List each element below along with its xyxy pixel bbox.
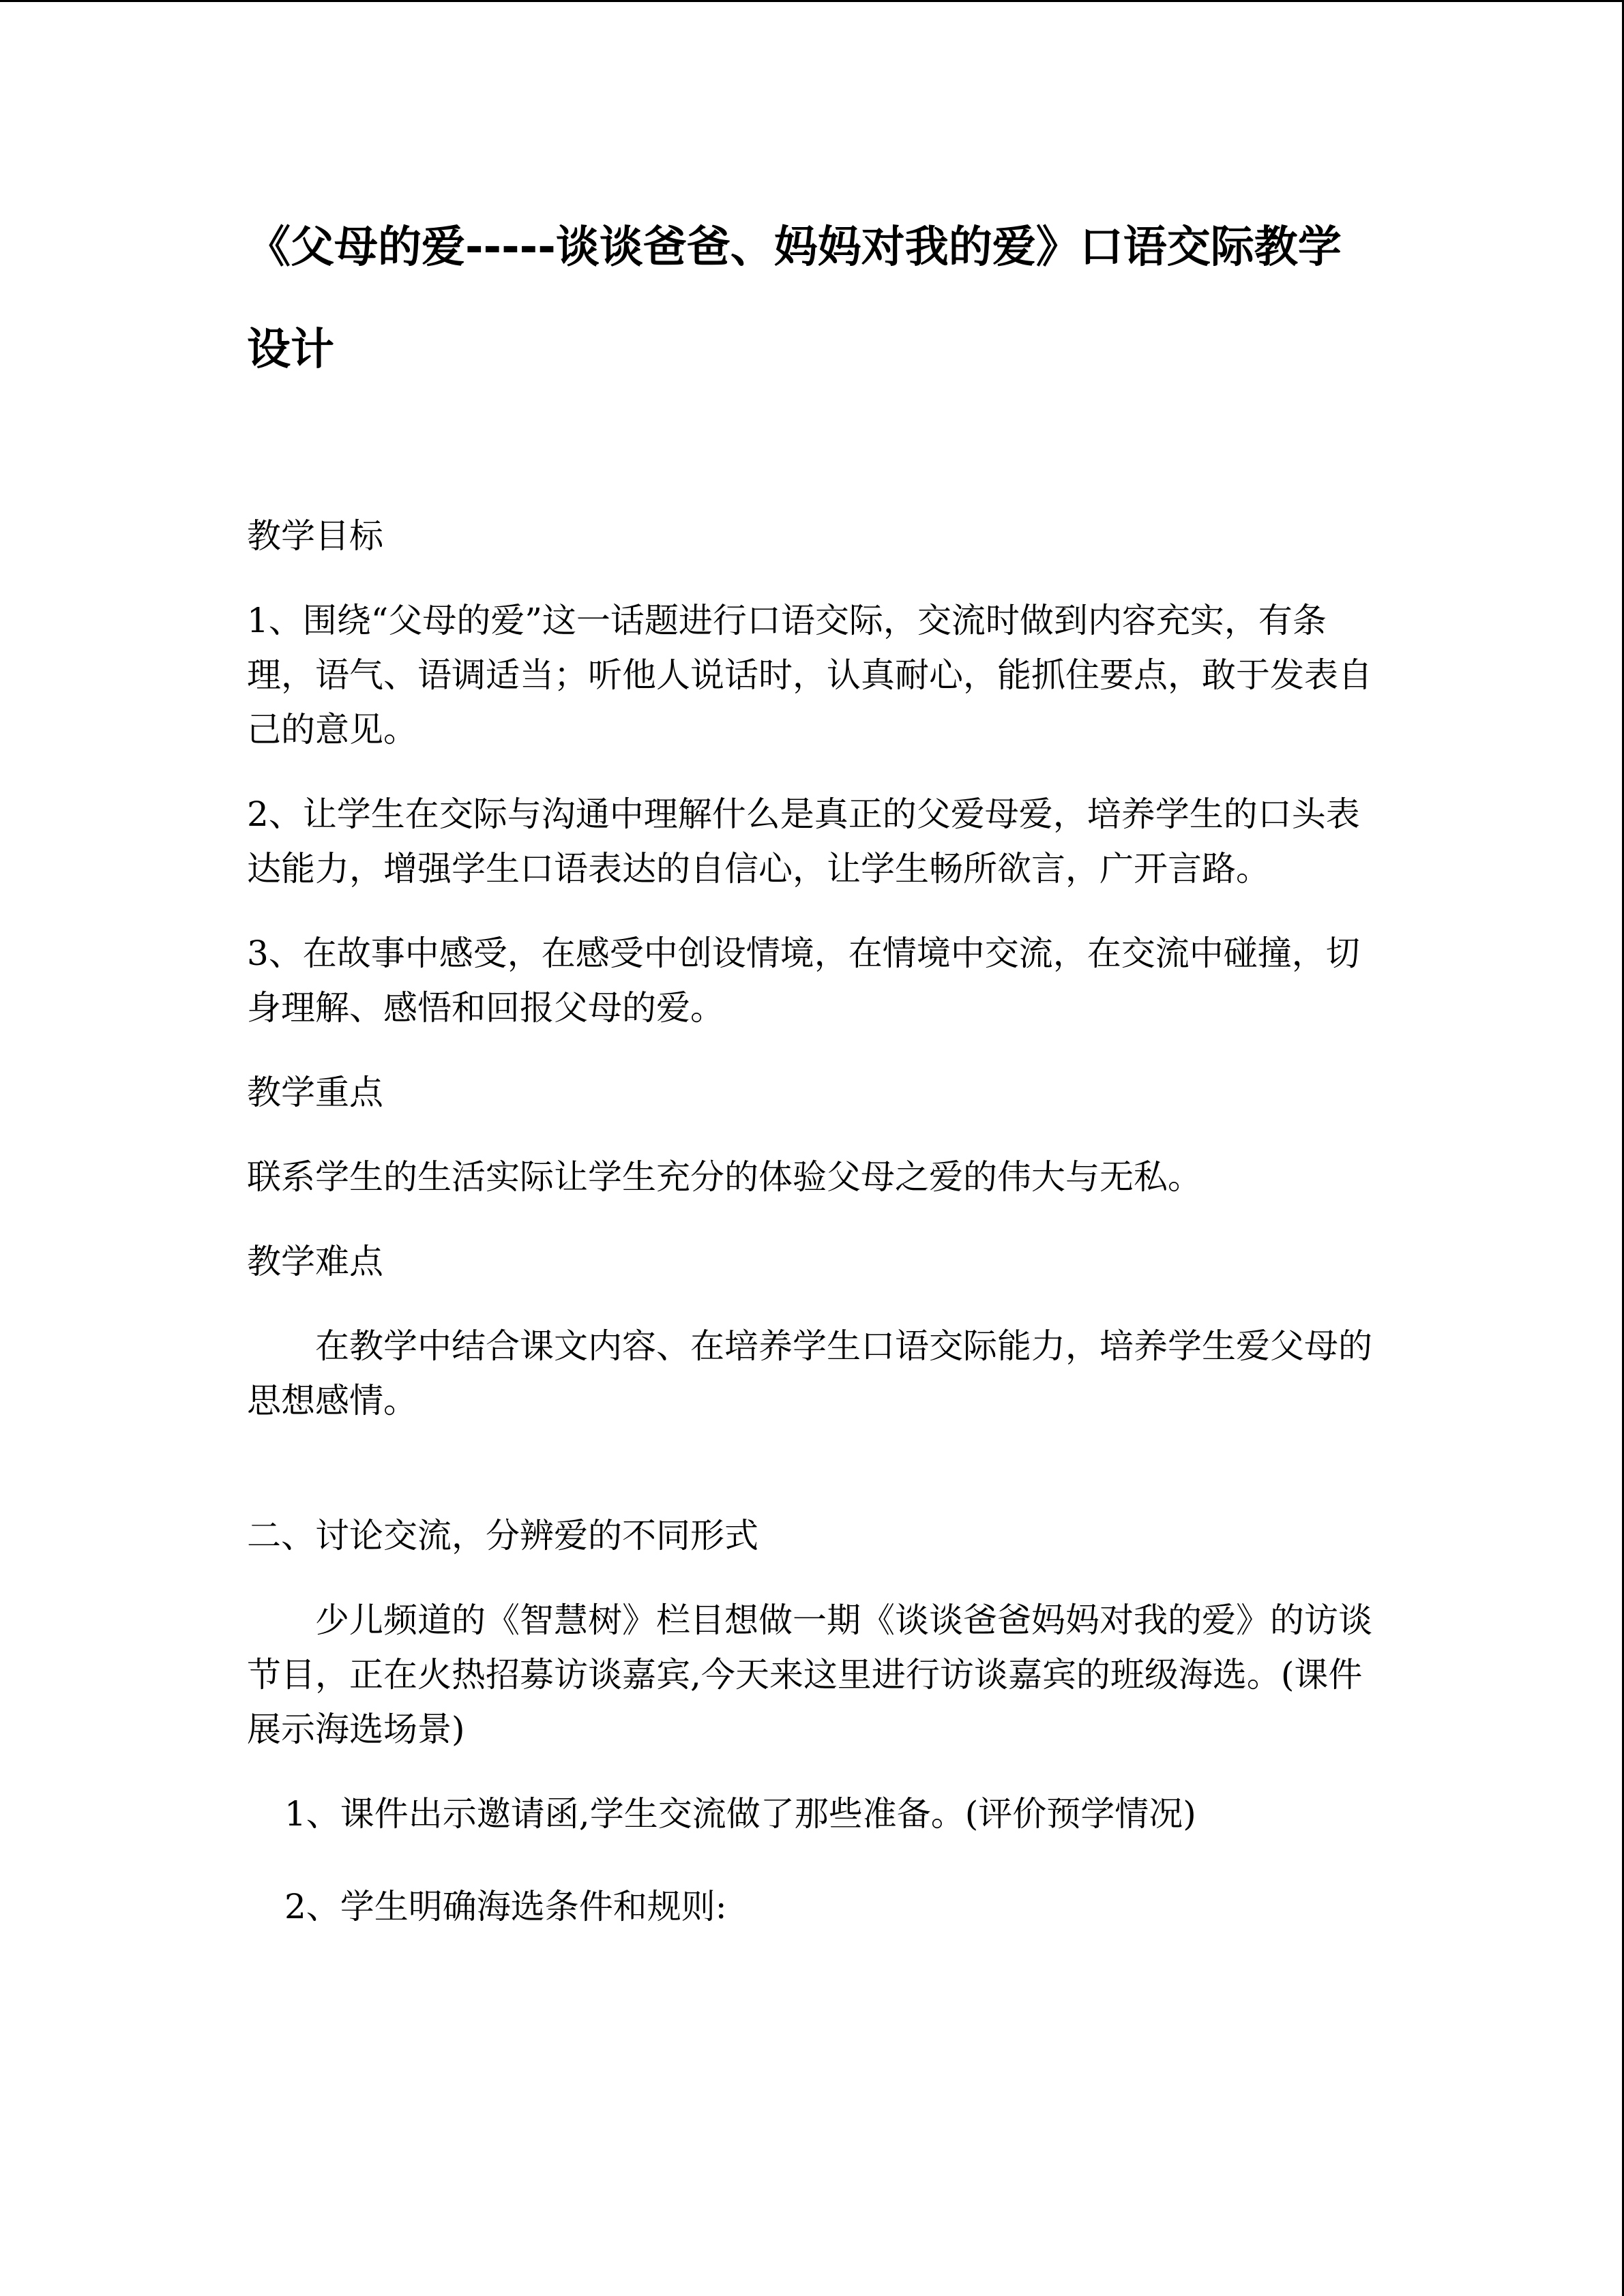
goal-item-2: 2、让学生在交际与沟通中理解什么是真正的父爱母爱，培养学生的口头表达能力，增强学生口语表达的自信心，让学生畅所欲言，广开言路。 (247, 794, 1360, 889)
part-two-item-1: 1、课件出示邀请函,学生交流做了那些准备。(评价预学情况) (284, 1794, 1196, 1834)
difficulty-text: 在教学中结合课文内容、在培养学生口语交际能力，培养学生爱父母的思想感情。 (247, 1326, 1372, 1420)
spacer (247, 1428, 1379, 1508)
goal-item-1: 1、围绕“父母的爱”这一话题进行口语交际，交流时做到内容充实，有条理，语气、语调适当；听他人说话时，认真耐心，能抓住要点，敢于发表自己的意见。 (247, 601, 1372, 749)
document-title: 《父母的爱-----谈谈爸爸、妈妈对我的爱》口语交际教学设计 (247, 222, 1342, 375)
spacer (247, 401, 1379, 509)
difficulty-heading: 教学难点 (247, 1242, 383, 1281)
part-two-paragraph: 少儿频道的《智慧树》栏目想做一期《谈谈爸爸妈妈对我的爱》的访谈节目，正在火热招募访谈嘉宾,今天来这里进行访谈嘉宾的班级海选。(课件展示海选场景) (247, 1600, 1372, 1749)
goal-item-3: 3、在故事中感受，在感受中创设情境，在情境中交流，在交流中碰撞，切身理解、感悟和回报父母的爱。 (247, 934, 1360, 1028)
key-point-text: 联系学生的生活实际让学生充分的体验父母之爱的伟大与无私。 (247, 1157, 1202, 1197)
part-two-item-2: 2、学生明确海选条件和规则: (284, 1887, 727, 1926)
document-body (247, 196, 1379, 1972)
goals-heading: 教学目标 (247, 516, 383, 556)
key-point-heading: 教学重点 (247, 1073, 383, 1112)
part-two-heading: 二、讨论交流，分辨爱的不同形式 (247, 1516, 758, 1555)
